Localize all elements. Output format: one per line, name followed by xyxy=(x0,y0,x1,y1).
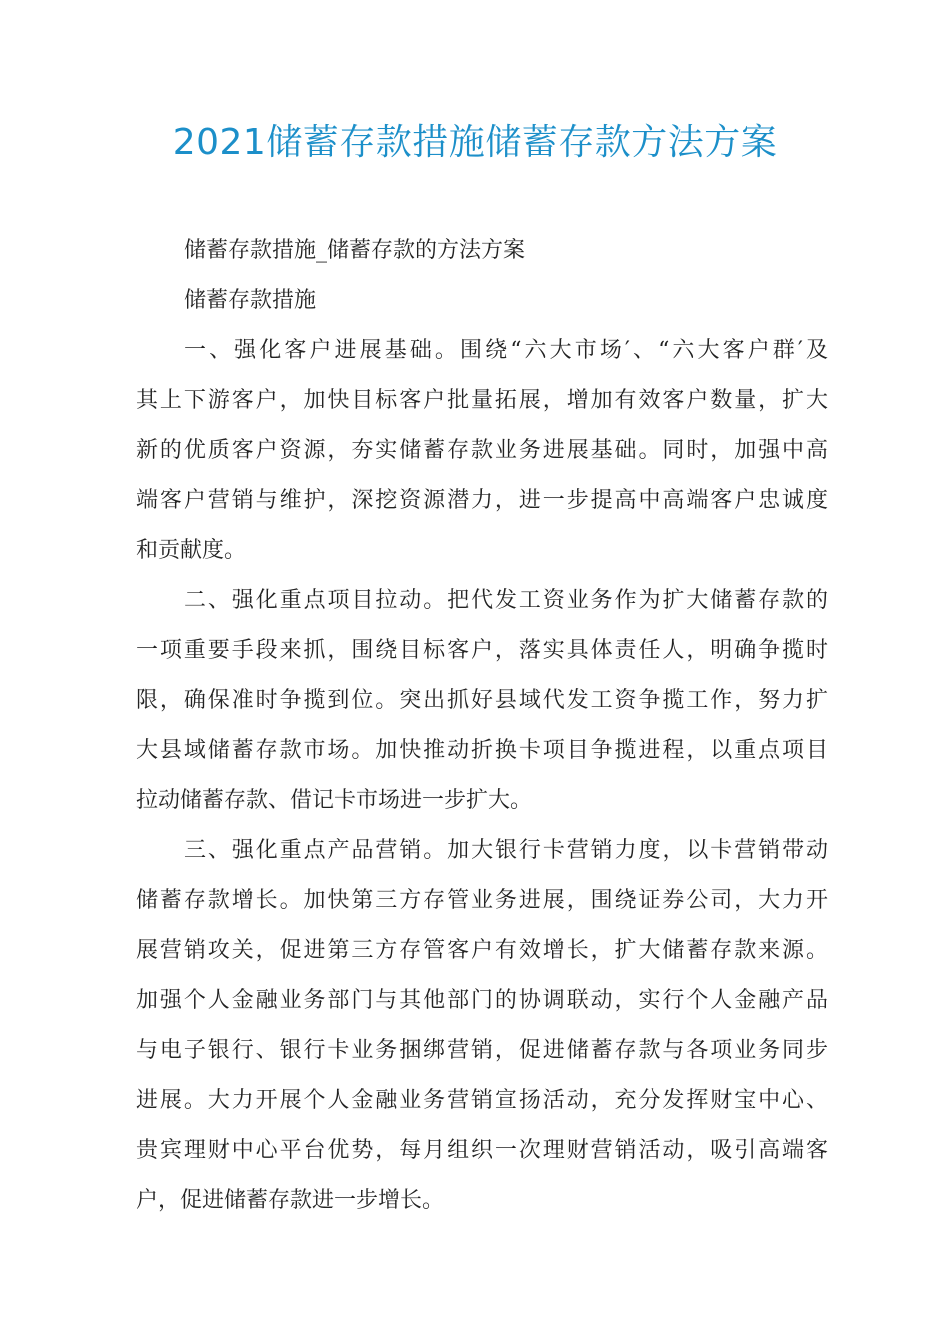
paragraph-line: 限，确保准时争揽到位。突出抓好县域代发工资争揽工作，努力扩 xyxy=(136,688,828,713)
paragraph-line: 拉动储蓄存款、借记卡市场进一步扩大。 xyxy=(136,788,533,813)
paragraph-line: 和贡献度。 xyxy=(136,538,247,563)
paragraph-line: 与电子银行、银行卡业务捆绑营销，促进储蓄存款与各项业务同步 xyxy=(136,1038,828,1063)
paragraph-line: 其上下游客户，加快目标客户批量拓展，增加有效客户数量，扩大 xyxy=(136,388,828,413)
document-title: 2021储蓄存款措施储蓄存款方法方案 xyxy=(172,122,778,163)
paragraph-line: 户，促进储蓄存款进一步增长。 xyxy=(136,1188,445,1213)
paragraph-line: 展营销攻关，促进第三方存管客户有效增长，扩大储蓄存款来源。 xyxy=(136,938,828,963)
paragraph-line: 进展。大力开展个人金融业务营销宣扬活动，充分发挥财宝中心、 xyxy=(136,1088,828,1113)
paragraph-line: 加强个人金融业务部门与其他部门的协调联动，实行个人金融产品 xyxy=(136,988,828,1013)
paragraph-line: 储蓄存款增长。加快第三方存管业务进展，围绕证券公司，大力开 xyxy=(136,888,828,913)
paragraph-line: 端客户营销与维护，深挖资源潜力，进一步提高中高端客户忠诚度 xyxy=(136,488,828,513)
subtitle: 储蓄存款措施_储蓄存款的方法方案 xyxy=(184,238,526,263)
document-body xyxy=(136,226,828,1226)
paragraph-line: 二、强化重点项目拉动。把代发工资业务作为扩大储蓄存款的 xyxy=(184,588,828,613)
paragraph-line: 一项重要手段来抓，围绕目标客户，落实具体责任人，明确争揽时 xyxy=(136,638,828,663)
paragraph-line: 三、强化重点产品营销。加大银行卡营销力度，以卡营销带动 xyxy=(184,838,828,863)
paragraph xyxy=(136,326,828,576)
section-heading: 储蓄存款措施 xyxy=(184,288,317,313)
paragraph-line: 贵宾理财中心平台优势，每月组织一次理财营销活动，吸引高端客 xyxy=(136,1138,828,1163)
paragraph xyxy=(136,826,828,1226)
paragraph-line: 大县域储蓄存款市场。加快推动折换卡项目争揽进程，以重点项目 xyxy=(136,738,828,763)
paragraph-line: 一、强化客户进展基础。围绕“六大市场′、“六大客户群′及 xyxy=(184,338,828,363)
paragraph xyxy=(136,576,828,826)
paragraph-line: 新的优质客户资源，夯实储蓄存款业务进展基础。同时，加强中高 xyxy=(136,438,828,463)
